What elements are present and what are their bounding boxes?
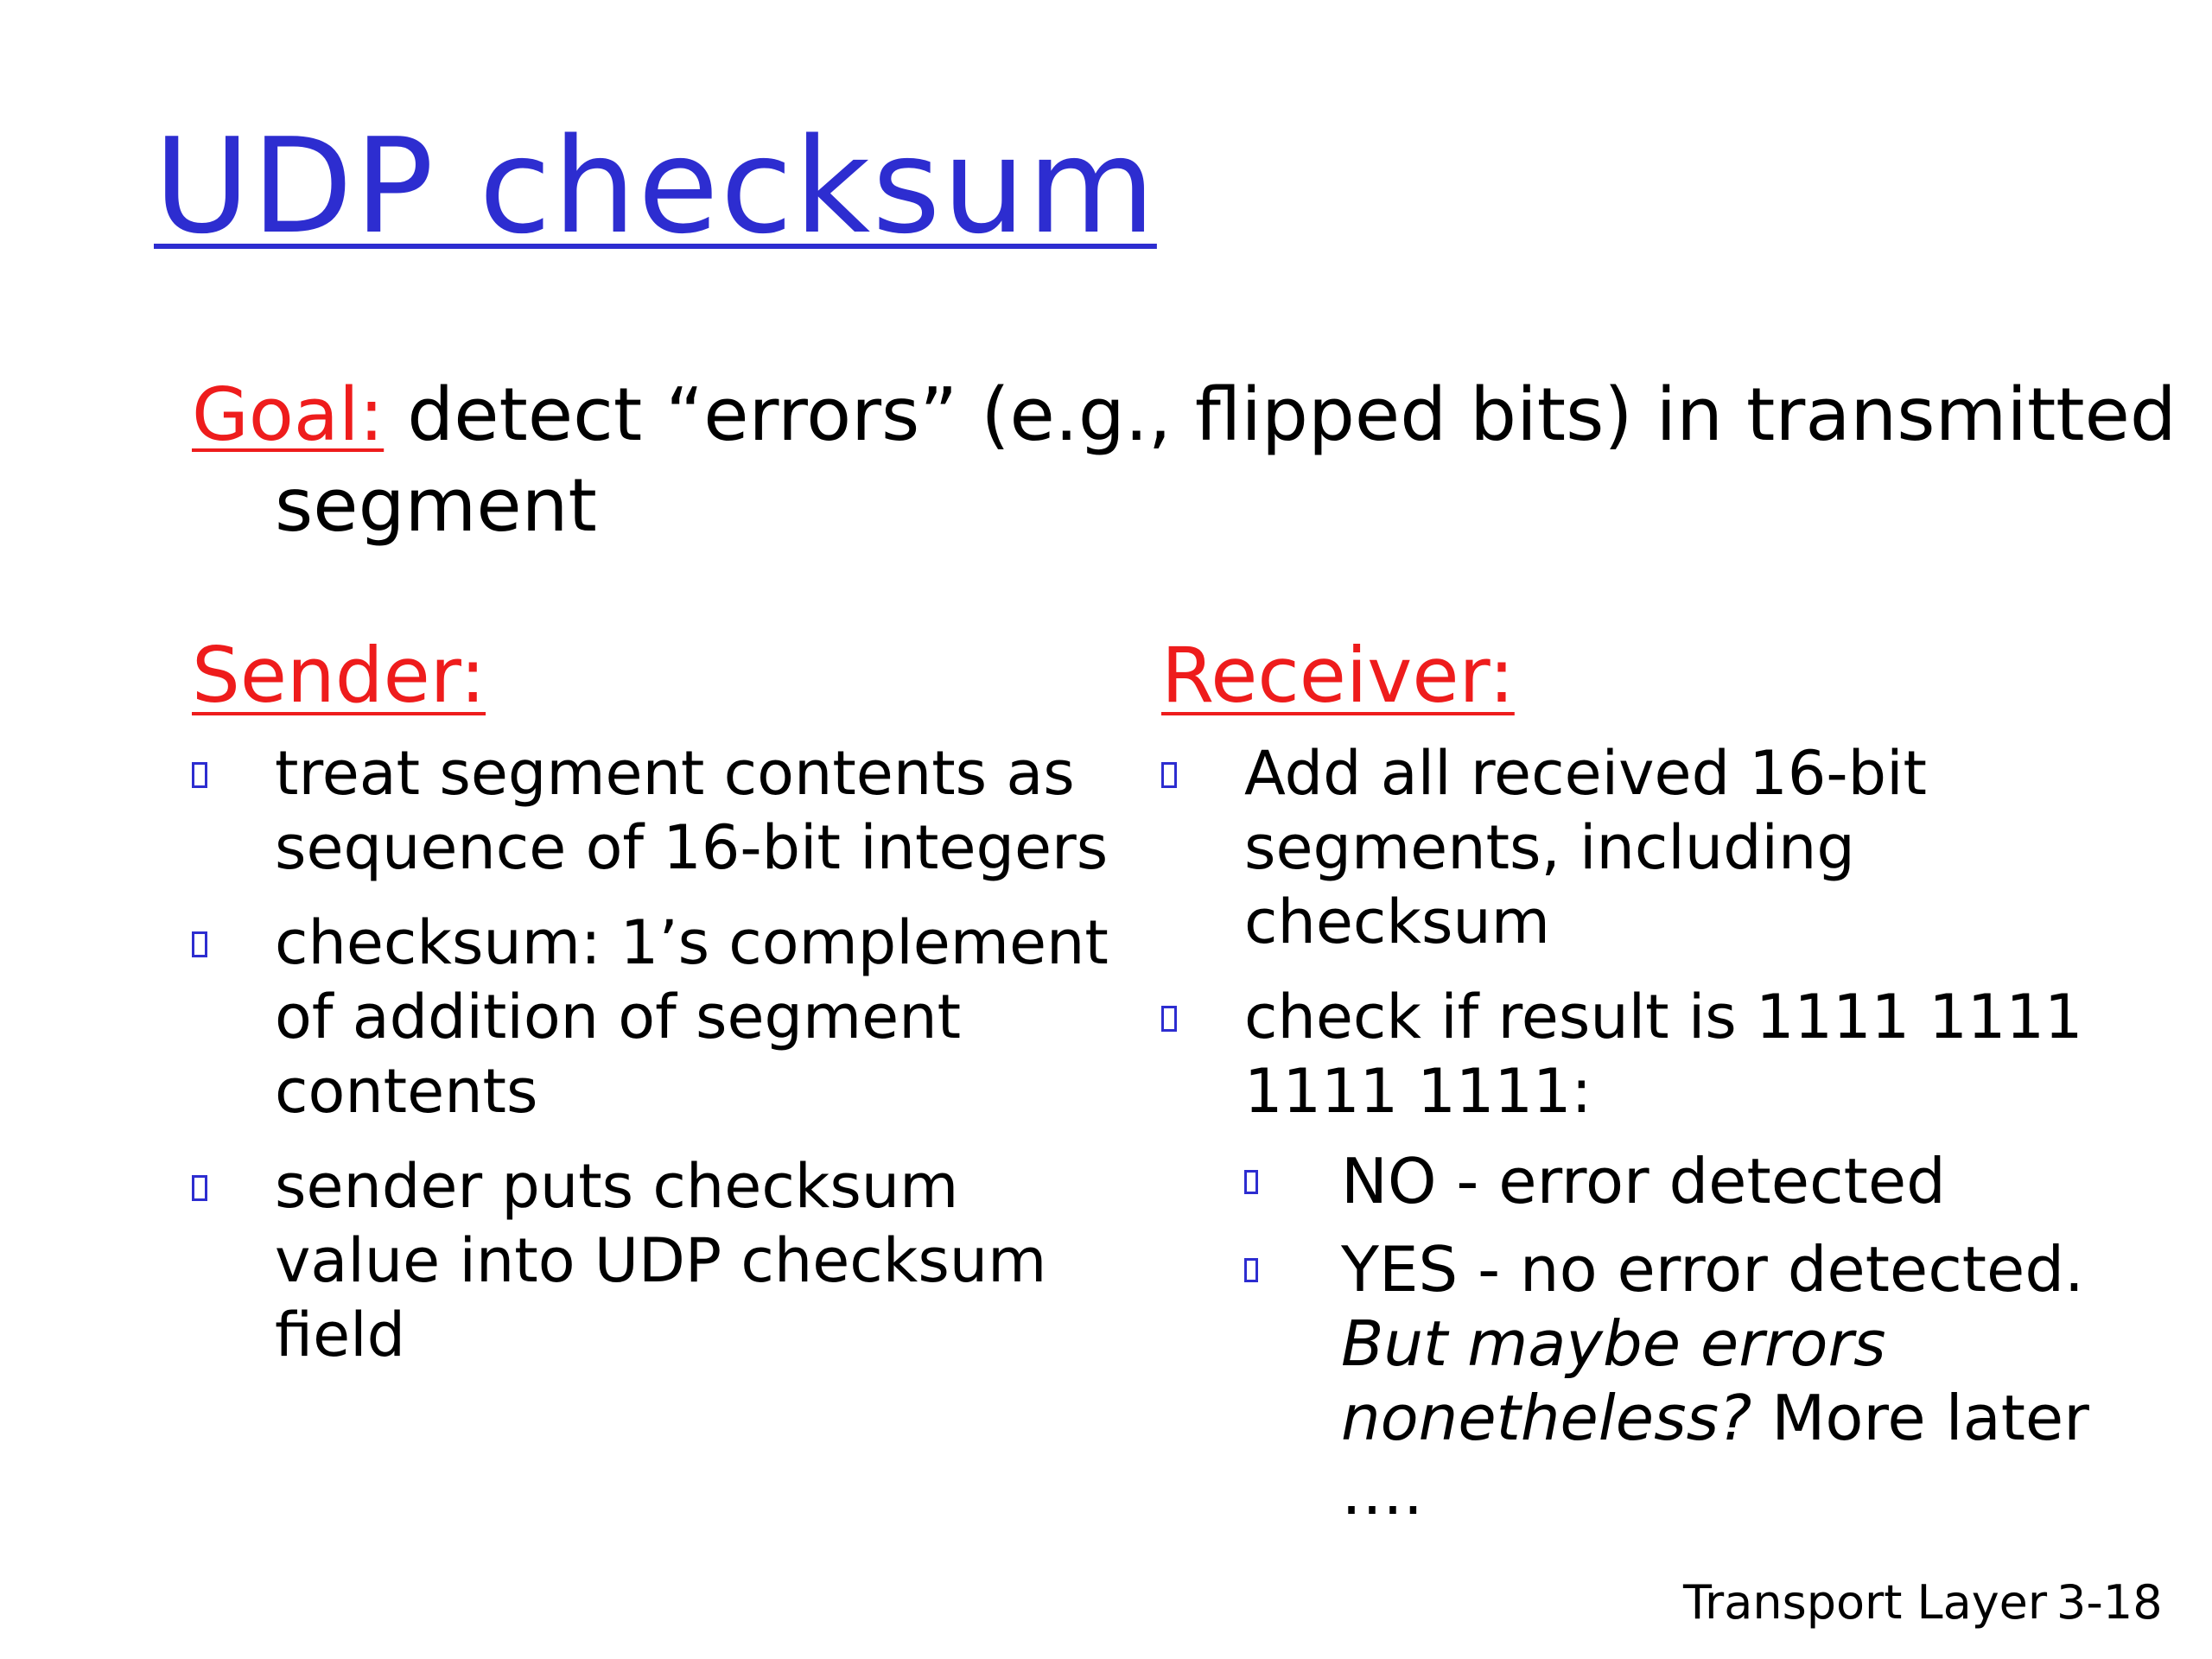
goal-statement — [192, 370, 2202, 551]
receiver-heading: Receiver: — [1161, 631, 1515, 720]
hollow-box-bullet-icon — [1161, 1006, 1177, 1032]
sub-bullet-note: But maybe errors nonetheless? — [1341, 1307, 1886, 1454]
receiver-sub-list — [1244, 1144, 2146, 1529]
goal-label: Goal: — [192, 372, 385, 458]
hollow-box-bullet-icon — [1244, 1258, 1258, 1282]
sender-heading: Sender: — [192, 631, 486, 720]
hollow-box-bullet-icon — [1161, 762, 1177, 788]
sub-list-item — [1244, 1144, 2146, 1218]
receiver-bullet-text: Add all received 16-bit segments, including checksum — [1244, 738, 1927, 957]
list-item — [192, 906, 1125, 1128]
hollow-box-bullet-icon — [1244, 1170, 1258, 1194]
sub-bullet-text: YES - no error detected. — [1341, 1233, 2084, 1306]
slide-title: UDP checksum — [154, 110, 1157, 263]
sender-bullet-text: treat segment contents as sequence of 16-bit integers — [275, 738, 1109, 883]
footer-page-number: 3-18 — [2056, 1575, 2163, 1630]
list-item — [192, 1149, 1125, 1372]
sender-bullet-text: sender puts checksum value into UDP checksum field — [275, 1151, 1047, 1370]
hollow-box-bullet-icon — [192, 1175, 207, 1201]
list-item — [192, 736, 1125, 885]
goal-text: detect “errors” (e.g., flipped bits) in transmitted segment — [275, 372, 2177, 549]
sender-list — [192, 736, 1125, 1393]
hollow-box-bullet-icon — [192, 931, 207, 957]
list-item — [1161, 980, 2146, 1529]
sub-bullet-trail: More later …. — [1341, 1382, 2089, 1529]
sub-bullet-text: NO - error detected — [1341, 1145, 1946, 1217]
receiver-bullet-text: check if result is 1111 1111 1111 1111: — [1244, 982, 2083, 1127]
sender-bullet-text: checksum: 1’s complement of addition of segment contents — [275, 907, 1109, 1127]
hollow-box-bullet-icon — [192, 762, 207, 788]
footer-section: Transport Layer — [1683, 1575, 2048, 1630]
list-item — [1161, 736, 2146, 959]
sub-list-item — [1244, 1232, 2146, 1529]
receiver-list — [1161, 736, 2146, 1550]
